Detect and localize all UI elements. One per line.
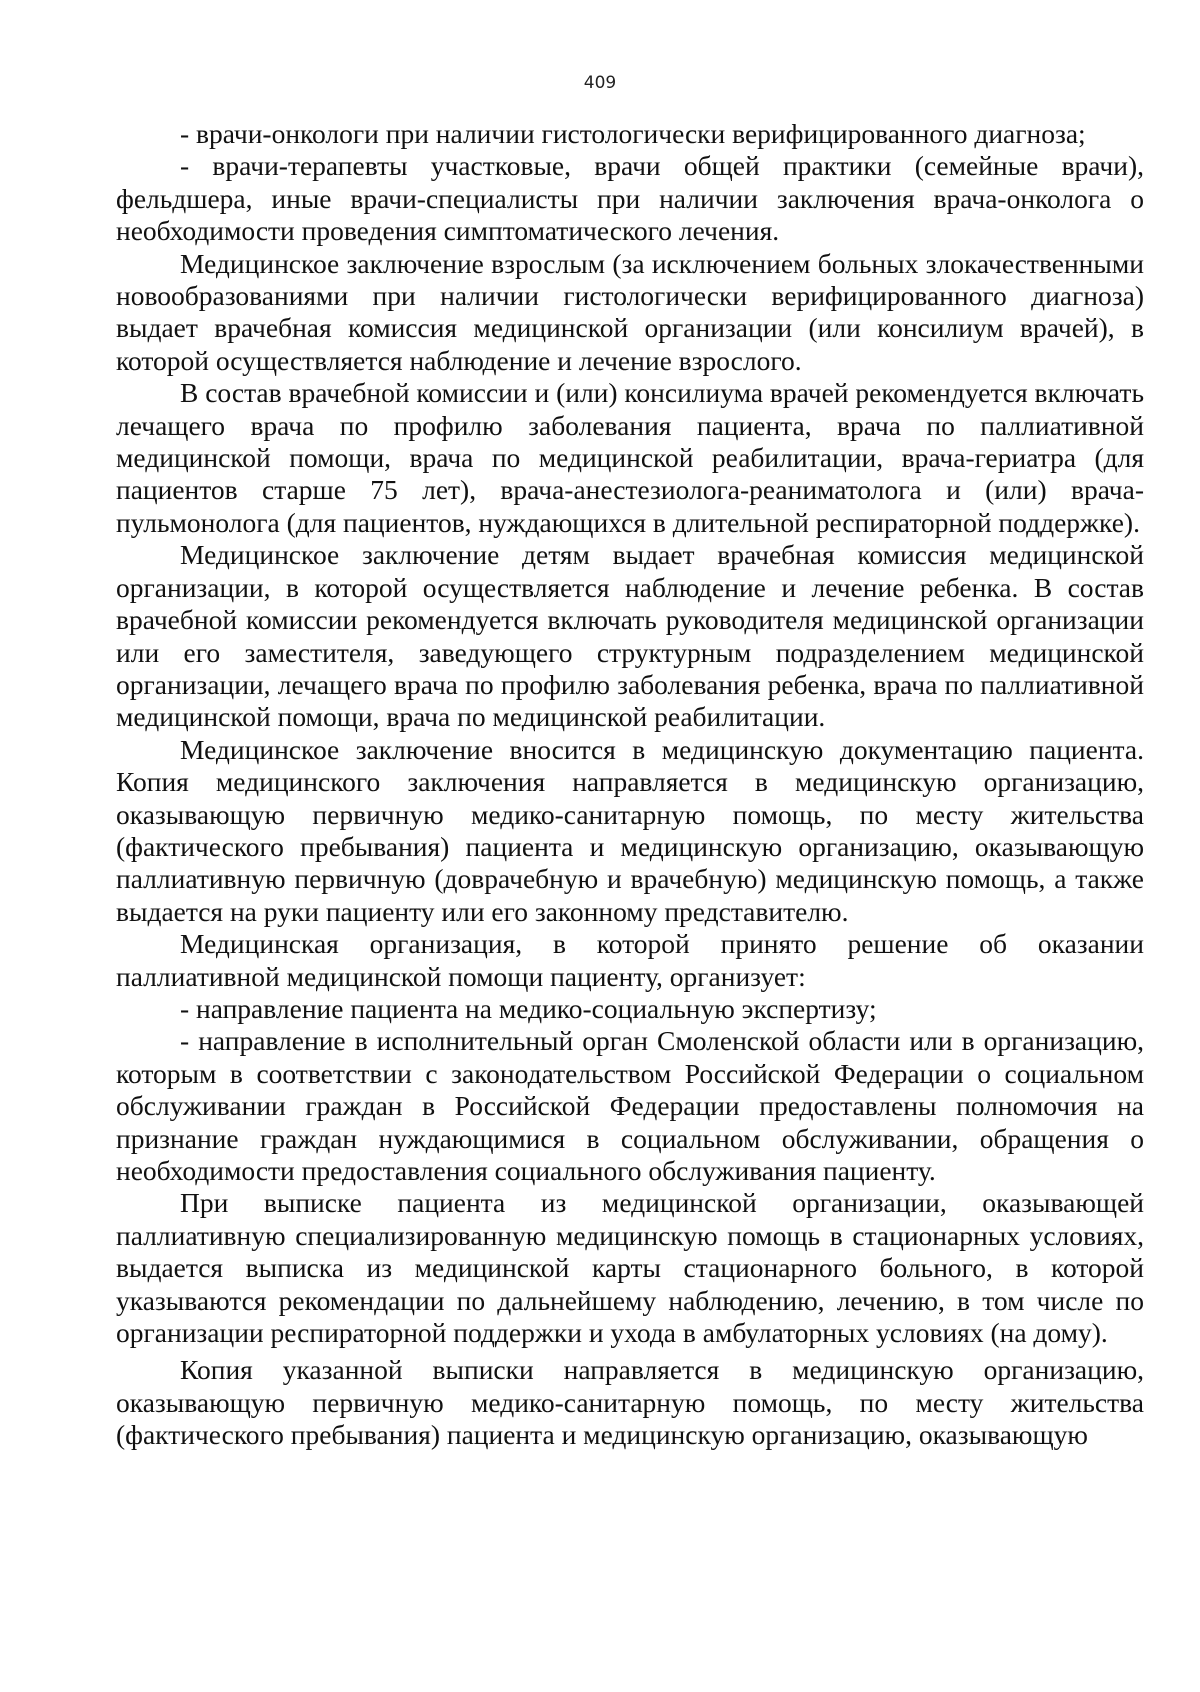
paragraph-therapists: - врачи-терапевты участковые, врачи общей практики (семейные врачи), фельдшера, иные врачи-специалисты при наличии заключения врача-онколога о необходимости проведения симптоматического лечения. [116,150,1144,247]
paragraph-children-conclusion: Медицинское заключение детям выдает врачебная комиссия медицинской организации, в которой осуществляется наблюдение и лечение ребенка. В состав врачебной комиссии рекомендуется включать руководителя медицинской организации или его заместителя, заведующего структурным подразделением медицинской организации, лечащего врача по профилю заболевания ребенка, врача по паллиативной медицинской помощи, врача по медицинской реабилитации. [116,539,1144,733]
paragraph-oncologists: - врачи-онкологи при наличии гистологически верифицированного диагноза; [180,118,1086,149]
paragraph-discharge-copy: Копия указанной выписки направляется в медицинскую организацию, оказывающую первичную медико-санитарную помощь, по месту жительства (фактического пребывания) пациента и медицинскую организацию, оказывающую [116,1354,1144,1451]
paragraph-organization-duties: Медицинская организация, в которой принято решение об оказании паллиативной медицинской помощи пациенту, организует: [116,928,1144,992]
document-body [116,118,1144,1452]
paragraph-mse-referral: - направление пациента на медико-социальную экспертизу; [180,992,877,1024]
paragraph-social-service-referral: - направление в исполнительный орган Смоленской области или в организацию, которым в соответствии с законодательством Российской Федерации о социальном обслуживании граждан в Российской Федерации предоставлены полномочия на признание граждан нуждающимися в социальном обслуживании, обращения о необходимости предоставления социального обслуживания пациенту. [116,1025,1144,1186]
paragraph-adult-conclusion: Медицинское заключение взрослым (за исключением больных злокачественными новообразованиями при наличии гистологически верифицированного диагноза) выдает врачебная комиссия медицинской организации (или консилиум врачей), в которой осуществляется наблюдение и лечение взрослого. [116,247,1144,376]
paragraph-discharge: При выписке пациента из медицинской организации, оказывающей паллиативную специализированную медицинскую помощь в стационарных условиях, выдается выписка из медицинской карты стационарного больного, в которой указываются рекомендации по дальнейшему наблюдению, лечению, в том числе по организации респираторной поддержки и ухода в амбулаторных условиях (на дому). [116,1187,1144,1349]
page-number: 409 [583,73,617,93]
paragraph-documentation: Медицинское заключение вносится в медицинскую документацию пациента. Копия медицинского заключения направляется в медицинскую организацию, оказывающую первичную медико-санитарную помощь, по месту жительства (фактического пребывания) пациента и медицинскую организацию, оказывающую паллиативную первичную (доврачебную и врачебную) медицинскую помощь, а также выдается на руки пациенту или его законному представителю. [116,733,1144,927]
paragraph-commission-composition: В состав врачебной комиссии и (или) консилиума врачей рекомендуется включать лечащего врача по профилю заболевания пациента, врача по паллиативной медицинской помощи, врача по медицинской реабилитации, врача-гериатра (для пациентов старше 75 лет), врача-анестезиолога-реаниматолога и (или) врача-пульмонолога (для пациентов, нуждающихся в длительной респираторной поддержке). [116,377,1144,538]
